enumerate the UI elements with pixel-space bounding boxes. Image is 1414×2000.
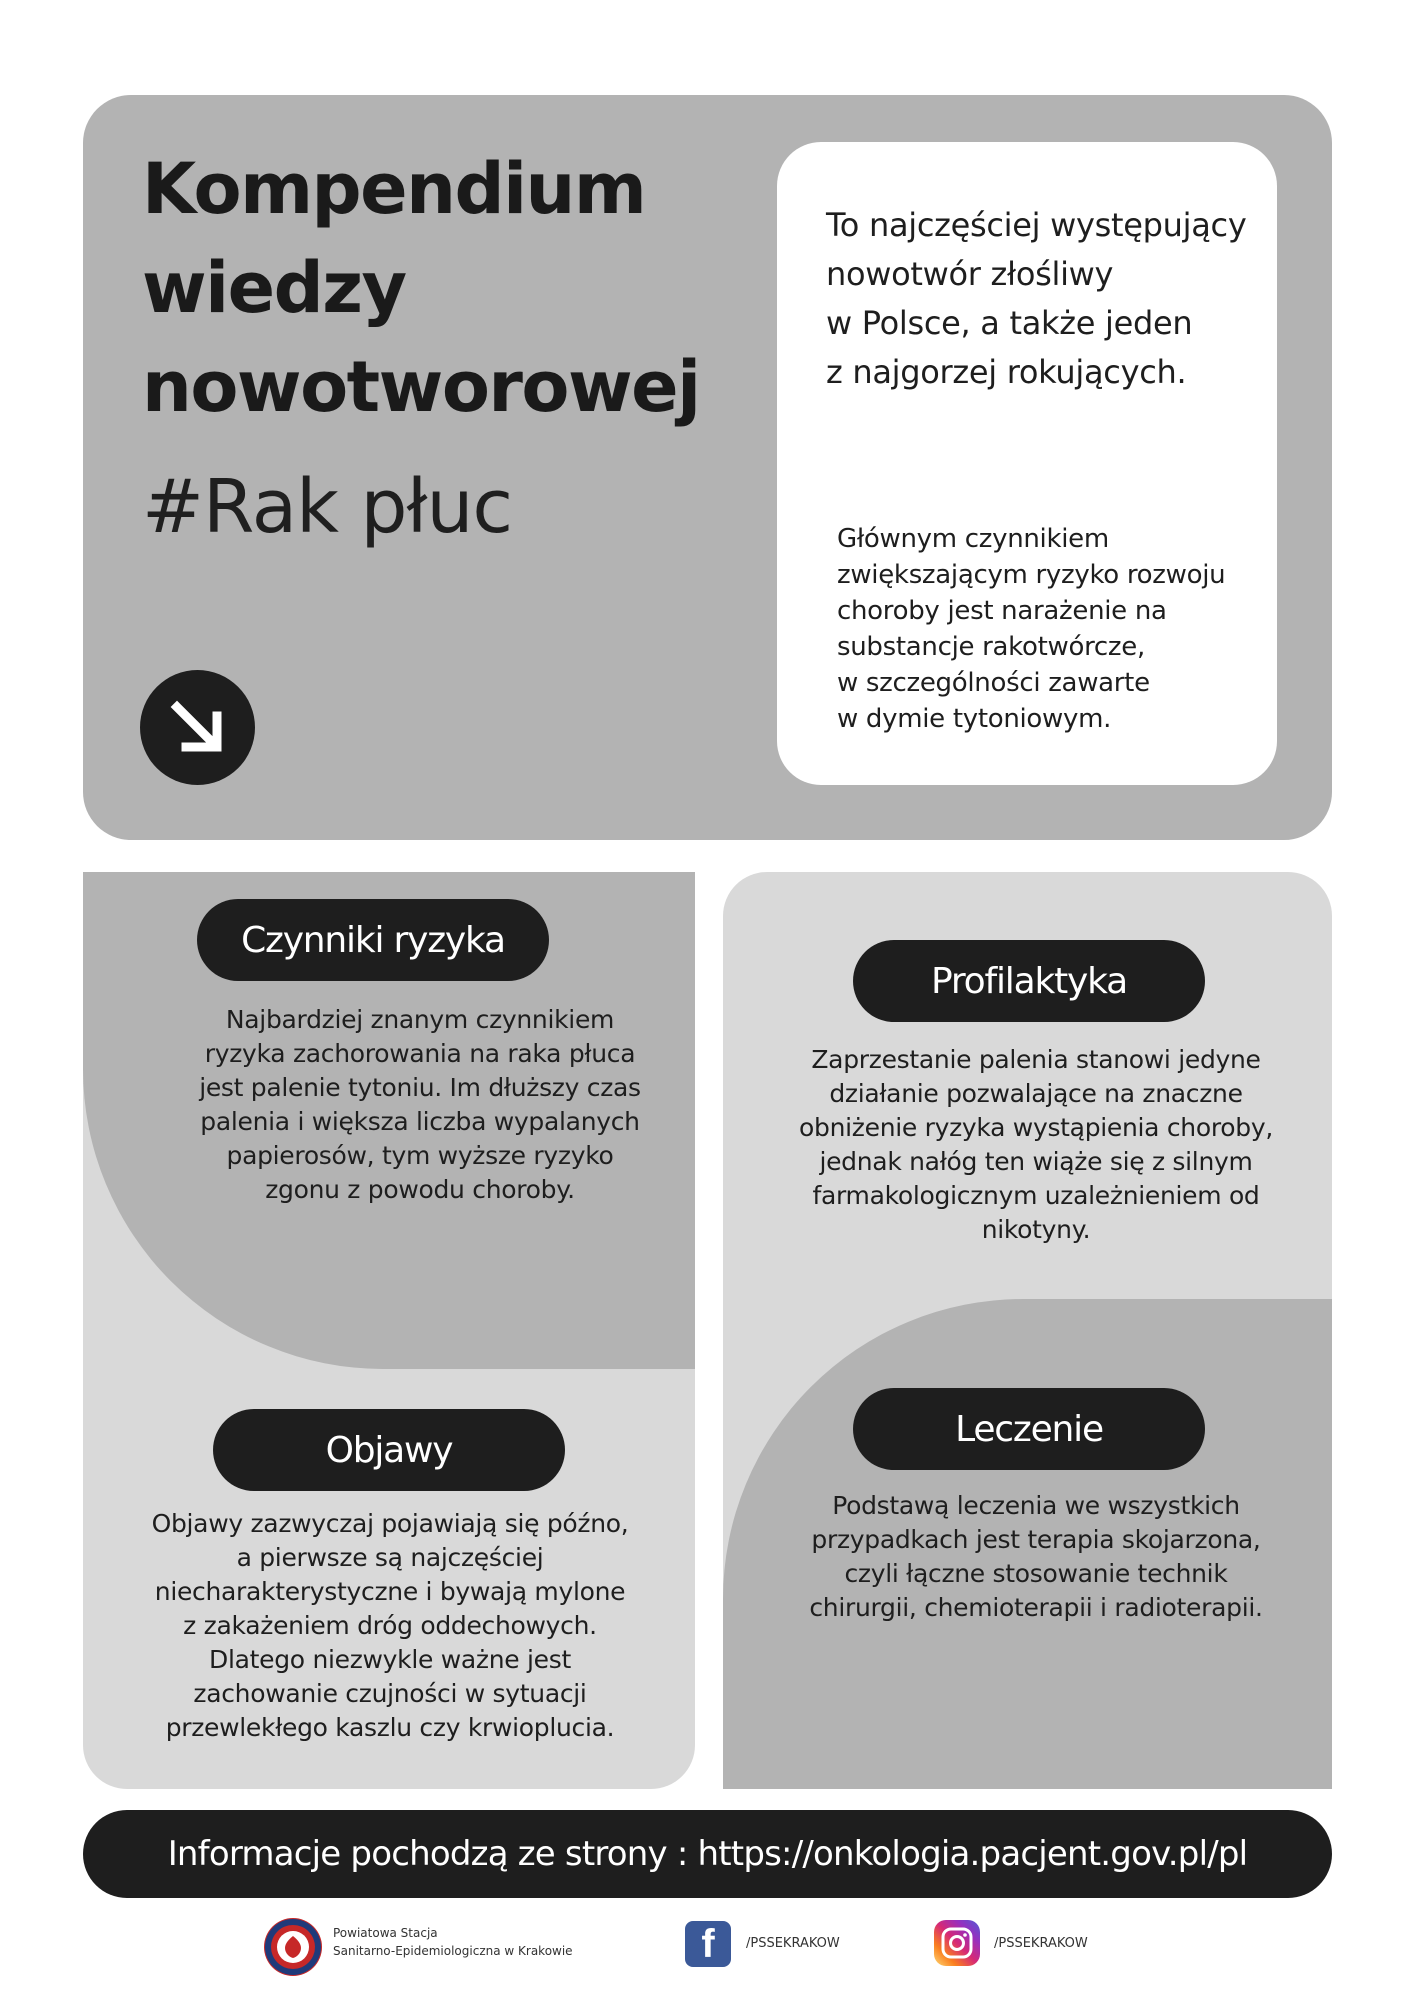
text-line: choroby jest narażenie na	[837, 596, 1167, 626]
text-line: Objawy zazwyczaj pojawiają się późno,	[151, 1509, 629, 1538]
title-line: wiedzy	[142, 247, 406, 329]
sanepid-logo-icon	[264, 1918, 322, 1976]
text-line: nikotyny.	[981, 1215, 1091, 1244]
text-line: z zakażeniem dróg oddechowych.	[183, 1611, 597, 1640]
treatment-section-text	[741, 1489, 1331, 1625]
risk-section-text	[120, 1003, 720, 1207]
text-line: działanie pozwalające na znaczne	[829, 1079, 1243, 1108]
org-name-line: Sanitarno-Epidemiologiczna w Krakowie	[333, 1944, 573, 1958]
facebook-icon[interactable]: f	[685, 1921, 731, 1967]
instagram-handle-link[interactable]: /PSSEKRAKOW	[994, 1936, 1088, 1951]
text-line: palenia i większa liczba wypalanych	[200, 1107, 640, 1136]
text-line: Podstawą leczenia we wszystkich	[832, 1491, 1240, 1520]
text-line: papierosów, tym wyższe ryzyko	[226, 1141, 614, 1170]
text-line: ryzyka zachorowania na raka płuca	[204, 1039, 636, 1068]
text-line: jednak nałóg ten wiąże się z silnym	[819, 1147, 1253, 1176]
text-line: z najgorzej rokujących.	[826, 353, 1187, 391]
instagram-icon[interactable]	[934, 1920, 980, 1966]
text-line: zgonu z powodu choroby.	[265, 1175, 575, 1204]
text-line: niecharakterystyczne i bywają mylone	[154, 1577, 626, 1606]
intro-lead-text	[826, 201, 1266, 397]
text-line: przypadkach jest terapia skojarzona,	[811, 1525, 1261, 1554]
risk-section-heading: Czynniki ryzyka	[197, 899, 549, 981]
text-line: w szczególności zawarte	[837, 668, 1150, 698]
facebook-handle-link[interactable]: /PSSEKRAKOW	[746, 1936, 840, 1951]
symptoms-section-text	[95, 1507, 685, 1745]
text-line: zwiększającym ryzyko rozwoju	[837, 560, 1226, 590]
source-info-bar	[83, 1810, 1332, 1898]
text-line: jest palenie tytoniu. Im dłuższy czas	[199, 1073, 641, 1102]
title-line: nowotworowej	[142, 346, 700, 428]
text-line: chirurgii, chemioterapii i radioterapii.	[809, 1593, 1263, 1622]
org-name-line: Powiatowa Stacja	[333, 1926, 438, 1940]
text-line: a pierwsze są najczęściej	[236, 1543, 544, 1572]
symptoms-section-heading: Objawy	[213, 1409, 565, 1491]
arrow-down-right-icon	[140, 670, 255, 785]
text-line: przewlekłego kaszlu czy krwioplucia.	[165, 1713, 615, 1742]
text-line: zachowanie czujności w sytuacji	[193, 1679, 587, 1708]
text-line: Najbardziej znanym czynnikiem	[225, 1005, 615, 1034]
text-line: w dymie tytoniowym.	[837, 704, 1112, 734]
text-line: w Polsce, a także jeden	[826, 304, 1193, 342]
text-line: substancje rakotwórcze,	[837, 632, 1145, 662]
page-title	[142, 140, 782, 437]
page-subtitle: #Rak płuc	[142, 464, 513, 550]
text-line: Dlatego niezwykle ważne jest	[209, 1645, 571, 1674]
text-line: Zaprzestanie palenia stanowi jedyne	[811, 1045, 1261, 1074]
intro-detail-text	[837, 521, 1267, 737]
text-line: To najczęściej występujący	[826, 206, 1247, 244]
text-line: farmakologicznym uzależnieniem od	[812, 1181, 1260, 1210]
treatment-section-heading: Leczenie	[853, 1388, 1205, 1470]
prevention-section-heading: Profilaktyka	[853, 940, 1205, 1022]
source-text: Informacje pochodzą ze strony : https://onkologia.pacjent.gov.pl/pl	[167, 1834, 1248, 1874]
text-line: Głównym czynnikiem	[837, 524, 1109, 554]
text-line: obniżenie ryzyka wystąpienia choroby,	[799, 1113, 1273, 1142]
title-line: Kompendium	[142, 148, 646, 230]
prevention-section-text	[741, 1043, 1331, 1247]
text-line: nowotwór złośliwy	[826, 255, 1114, 293]
text-line: czyli łączne stosowanie technik	[844, 1559, 1228, 1588]
organization-name	[333, 1924, 573, 1960]
